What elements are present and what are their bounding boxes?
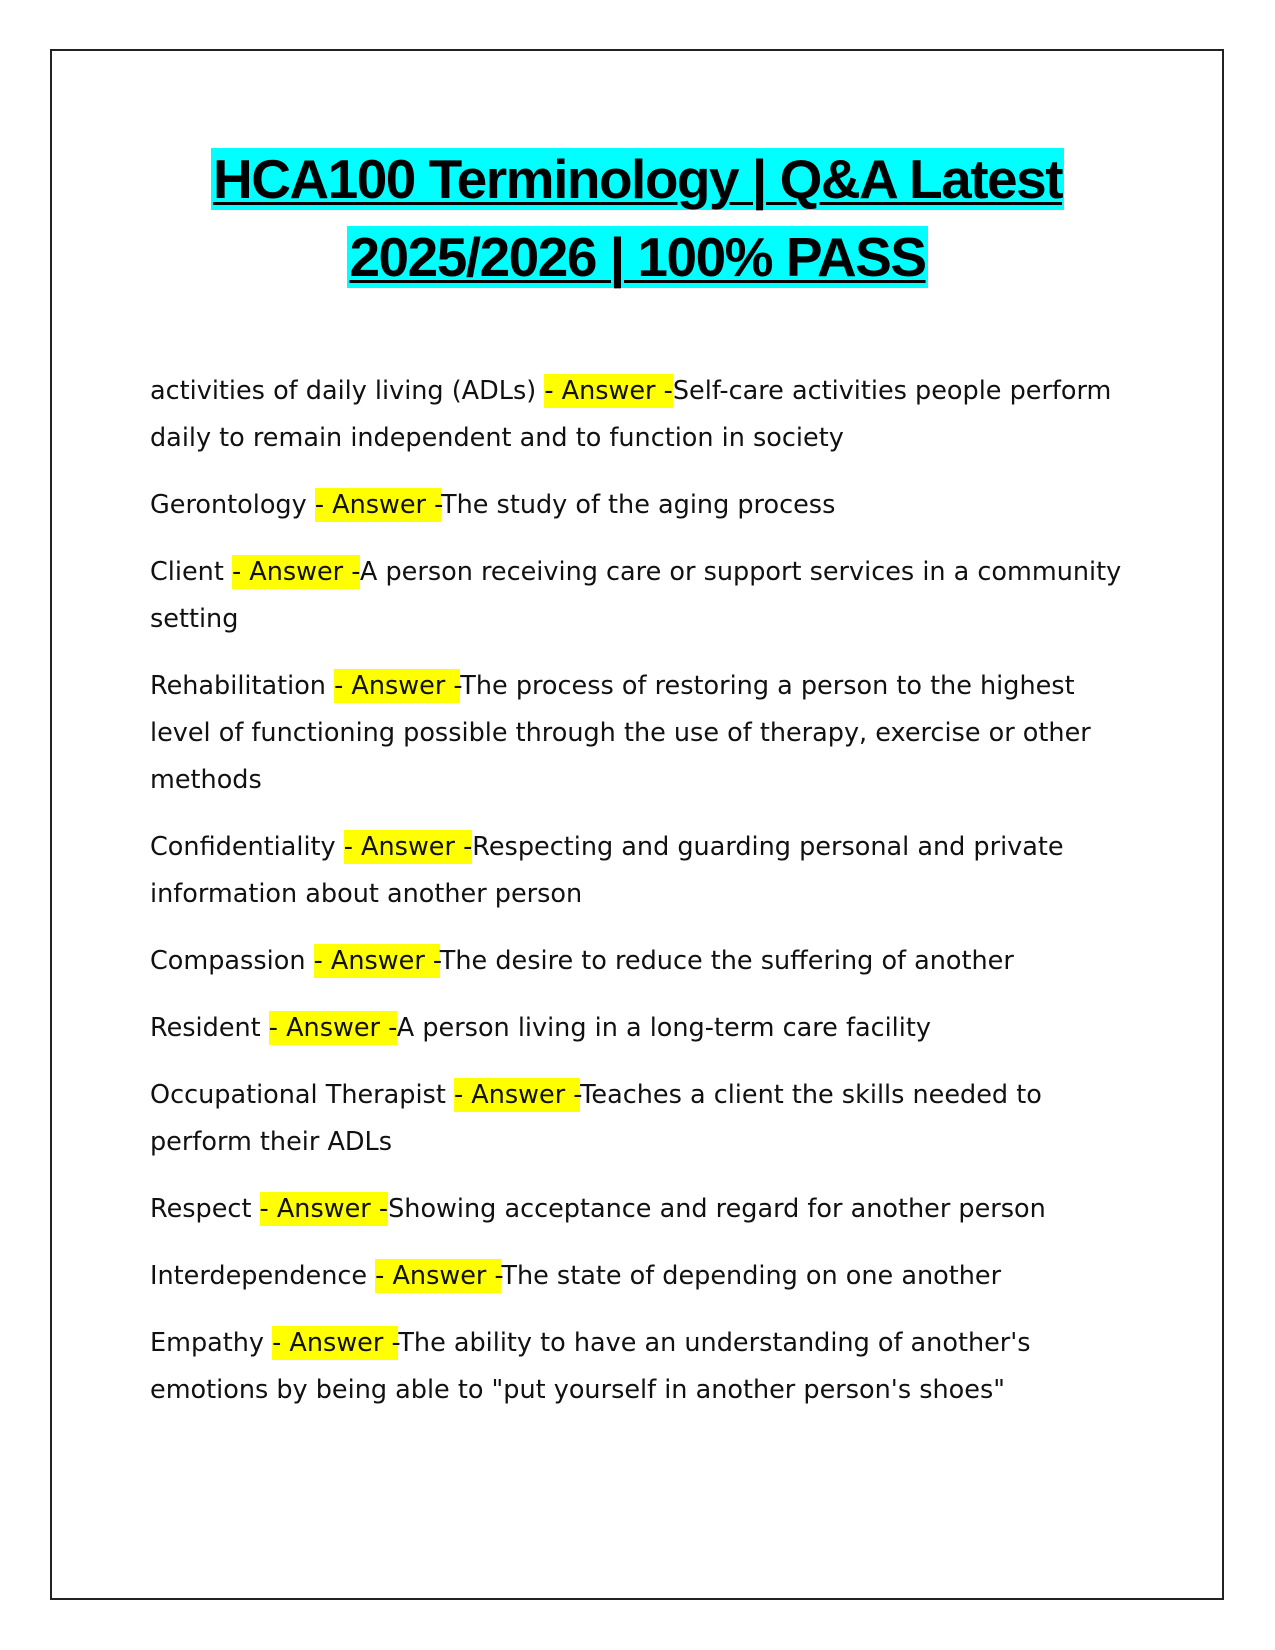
qa-definition: Respecting and guarding personal and private information about another person (150, 832, 1064, 909)
qa-definition: Self-care activities people perform daily to remain independent and to function in society (150, 376, 1112, 453)
qa-item (150, 1005, 1130, 1052)
qa-term: Interdependence (150, 1261, 376, 1291)
qa-definition: Showing acceptance and regard for another person (388, 1194, 1046, 1224)
qa-item (150, 368, 1130, 462)
answer-marker: - Answer - (259, 1194, 389, 1224)
qa-term: Resident (150, 1013, 269, 1043)
answer-marker: - Answer - (268, 1013, 397, 1043)
qa-item (150, 549, 1130, 643)
answer-marker: - Answer - (453, 1080, 581, 1110)
qa-item (150, 938, 1130, 985)
qa-item (150, 1186, 1130, 1233)
qa-item (150, 1253, 1130, 1300)
qa-term: Compassion (150, 946, 314, 976)
document-title (0, 140, 1275, 296)
qa-term: Confidentiality (150, 832, 344, 862)
answer-marker: - Answer - (334, 671, 461, 701)
answer-marker: - Answer - (272, 1328, 399, 1358)
qa-term: Occupational Therapist (150, 1080, 454, 1110)
qa-definition: A person living in a long-term care facility (396, 1013, 931, 1043)
qa-item (150, 663, 1130, 804)
qa-item (150, 482, 1130, 529)
qa-definition: A person receiving care or support services in a community setting (150, 557, 1122, 634)
qa-definition: The desire to reduce the suffering of another (439, 946, 1014, 976)
answer-marker: - Answer - (375, 1261, 502, 1291)
qa-definition: The process of restoring a person to the highest level of functioning possible through the use of therapy, exercise or other methods (150, 671, 1091, 795)
qa-item (150, 1072, 1130, 1166)
qa-item (150, 1320, 1130, 1414)
qa-item (150, 824, 1130, 918)
answer-marker: - Answer - (313, 946, 440, 976)
qa-term: Empathy (150, 1328, 273, 1358)
qa-definition: Teaches a client the skills needed to perform their ADLs (150, 1080, 1042, 1157)
title-line-1: HCA100 Terminology | Q&A Latest (212, 148, 1063, 210)
qa-term: activities of daily living (ADLs) (150, 376, 545, 406)
answer-marker: - Answer - (544, 376, 673, 406)
qa-term: Gerontology (150, 490, 315, 520)
answer-marker: - Answer - (343, 832, 473, 862)
qa-definition: The study of the aging process (441, 490, 836, 520)
title-line-2: 2025/2026 | 100% PASS (349, 226, 926, 288)
qa-list (150, 368, 1130, 1434)
qa-term: Client (150, 557, 232, 587)
qa-definition: The ability to have an understanding of another's emotions by being able to "put yourself in another person's shoes" (150, 1328, 1031, 1405)
answer-marker: - Answer - (314, 490, 442, 520)
qa-term: Respect (150, 1194, 260, 1224)
qa-term: Rehabilitation (150, 671, 335, 701)
qa-definition: The state of depending on one another (501, 1261, 1002, 1291)
answer-marker: - Answer - (231, 557, 360, 587)
